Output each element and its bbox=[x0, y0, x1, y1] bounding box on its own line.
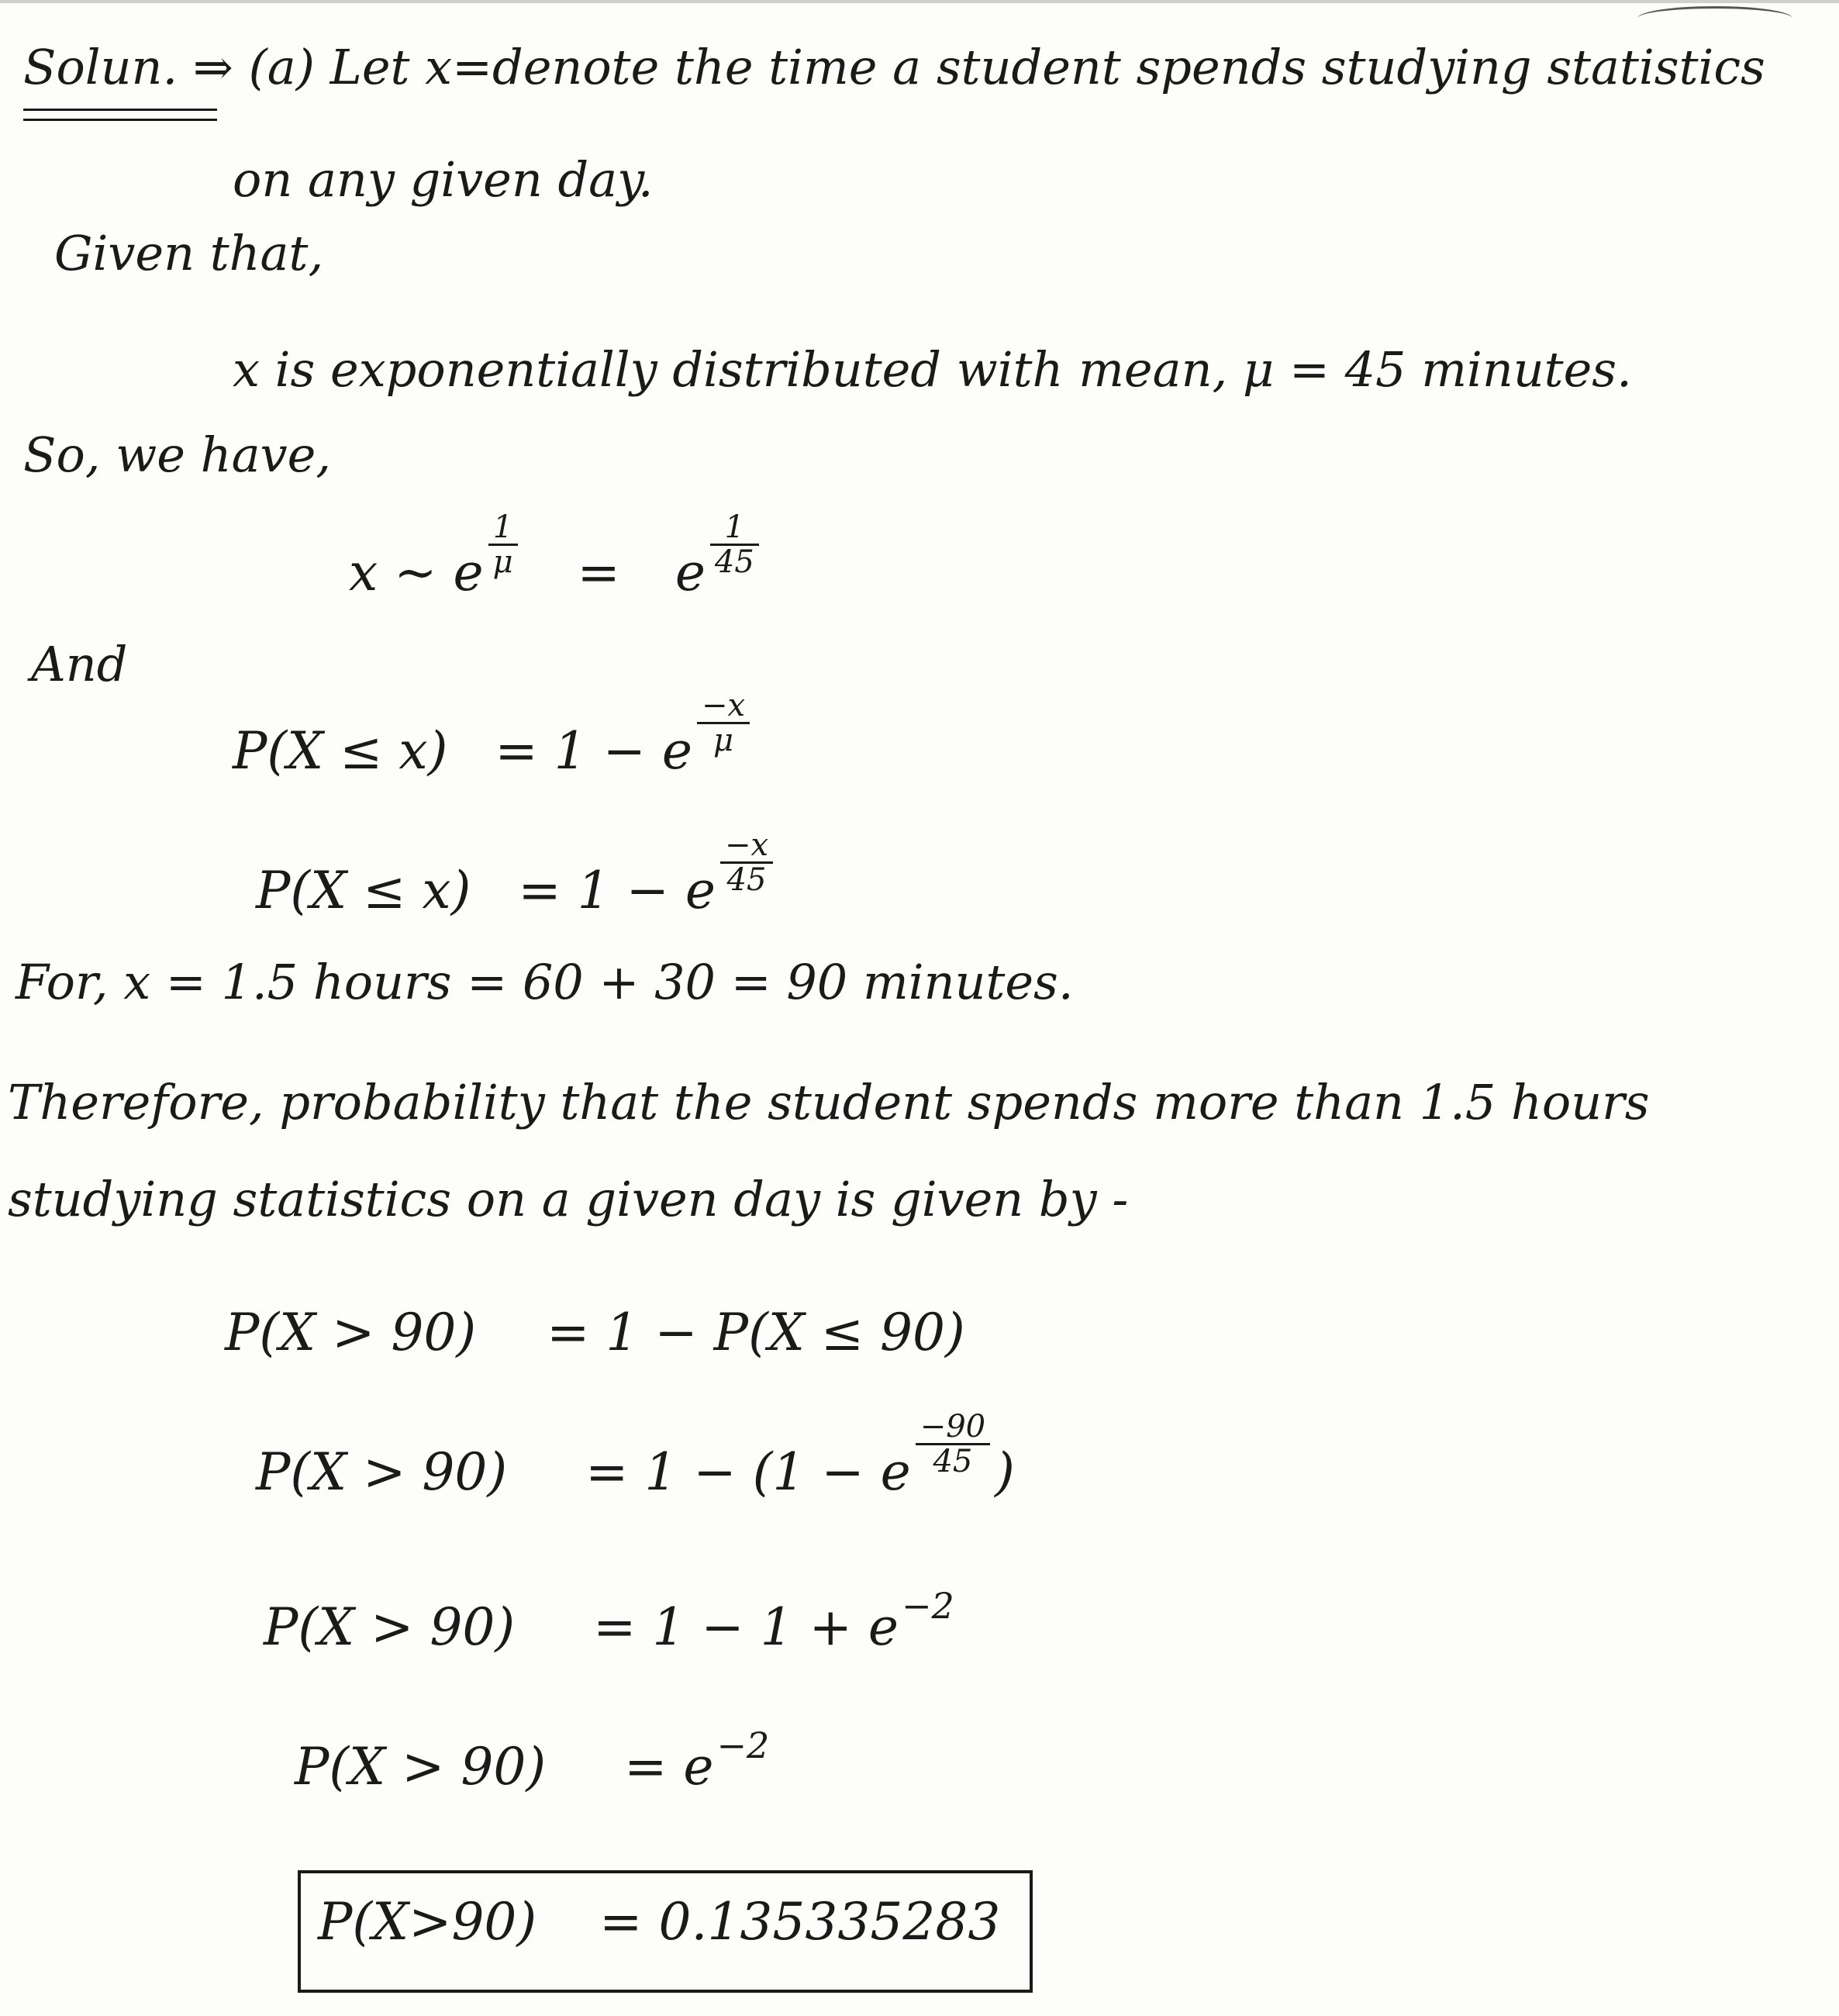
step1-rhs: = 1 − P(X ≤ 90) bbox=[547, 1303, 965, 1362]
and-label: And bbox=[31, 636, 128, 692]
answer-lhs: P(X>90) bbox=[318, 1892, 537, 1952]
for-line: For, x = 1.5 hours = 60 + 30 = 90 minutes. bbox=[16, 954, 1074, 1010]
intro-line-1: Let x=denote the time a student spends studying statistics bbox=[330, 39, 1765, 95]
given-statement: x is exponentially distributed with mean, μ = 45 minutes. bbox=[233, 341, 1632, 398]
dist-e1-num: 1 bbox=[488, 511, 518, 546]
step4-rhs-prefix: = e bbox=[624, 1737, 714, 1797]
step4-sup: −2 bbox=[716, 1724, 770, 1766]
cdf1-rhs-prefix: = 1 − bbox=[495, 721, 646, 781]
intro-line-2: on any given day. bbox=[233, 151, 654, 208]
solution-label: Solun. ⇒ bbox=[23, 39, 233, 95]
part-label: (a) bbox=[248, 39, 315, 95]
step2-rhs-prefix: = 1 − (1 − e bbox=[585, 1442, 911, 1502]
step3-sup: −2 bbox=[901, 1585, 954, 1627]
heading-double-underline bbox=[23, 109, 217, 121]
cdf1-exponent bbox=[697, 689, 750, 757]
step-line-4 bbox=[295, 1724, 770, 1797]
cdf2-rhs-prefix: = 1 − bbox=[518, 861, 669, 920]
cdf1-lhs: P(X ≤ x) bbox=[233, 721, 448, 781]
cdf2-exponent bbox=[720, 829, 773, 896]
step2-exponent bbox=[916, 1410, 990, 1478]
step2-rhs-suffix: ) bbox=[995, 1442, 1015, 1502]
given-title: Given that, bbox=[54, 225, 324, 281]
dist-e1-exponent bbox=[488, 511, 518, 578]
step-line-3 bbox=[264, 1585, 954, 1657]
step2-lhs: P(X > 90) bbox=[256, 1442, 508, 1502]
step3-rhs-prefix: = 1 − 1 + e bbox=[593, 1597, 899, 1657]
dist-e2-num: 1 bbox=[710, 511, 759, 546]
dist-e1-den: μ bbox=[492, 544, 513, 580]
cdf1-den: μ bbox=[713, 722, 733, 758]
dist-e2-exponent bbox=[710, 511, 759, 578]
cdf2-den: 45 bbox=[726, 861, 767, 898]
step-line-2 bbox=[256, 1408, 1015, 1510]
top-corner-mark bbox=[1637, 6, 1792, 30]
step3-lhs: P(X > 90) bbox=[264, 1597, 516, 1657]
step-line-1 bbox=[225, 1303, 965, 1362]
so-we-have-label: So, we have, bbox=[23, 426, 332, 483]
cdf-line-1 bbox=[233, 687, 754, 789]
step2-num: −90 bbox=[916, 1410, 990, 1445]
top-edge-line bbox=[0, 0, 1839, 3]
step2-den: 45 bbox=[933, 1443, 973, 1479]
dist-equals: = bbox=[577, 543, 620, 602]
dist-lhs: x ~ bbox=[349, 543, 437, 602]
cdf1-e: e bbox=[661, 721, 692, 781]
cdf1-num: −x bbox=[697, 689, 750, 724]
therefore-line-1: Therefore, probability that the student spends more than 1.5 hours bbox=[8, 1074, 1650, 1131]
therefore-line-2: studying statistics on a given day is given by - bbox=[8, 1171, 1129, 1227]
dist-e2: e bbox=[675, 543, 706, 602]
cdf2-num: −x bbox=[720, 829, 773, 864]
dist-e1: e bbox=[453, 543, 484, 602]
step1-lhs: P(X > 90) bbox=[225, 1303, 477, 1362]
cdf2-e: e bbox=[685, 861, 716, 920]
cdf-line-2 bbox=[256, 827, 778, 929]
answer-rhs: = 0.135335283 bbox=[599, 1892, 1001, 1952]
cdf2-lhs: P(X ≤ x) bbox=[256, 861, 471, 920]
solution-heading bbox=[23, 39, 1765, 95]
step4-lhs: P(X > 90) bbox=[295, 1737, 547, 1797]
dist-e2-den: 45 bbox=[714, 544, 754, 580]
final-answer-line bbox=[318, 1892, 1000, 1952]
distribution-line bbox=[349, 509, 764, 611]
